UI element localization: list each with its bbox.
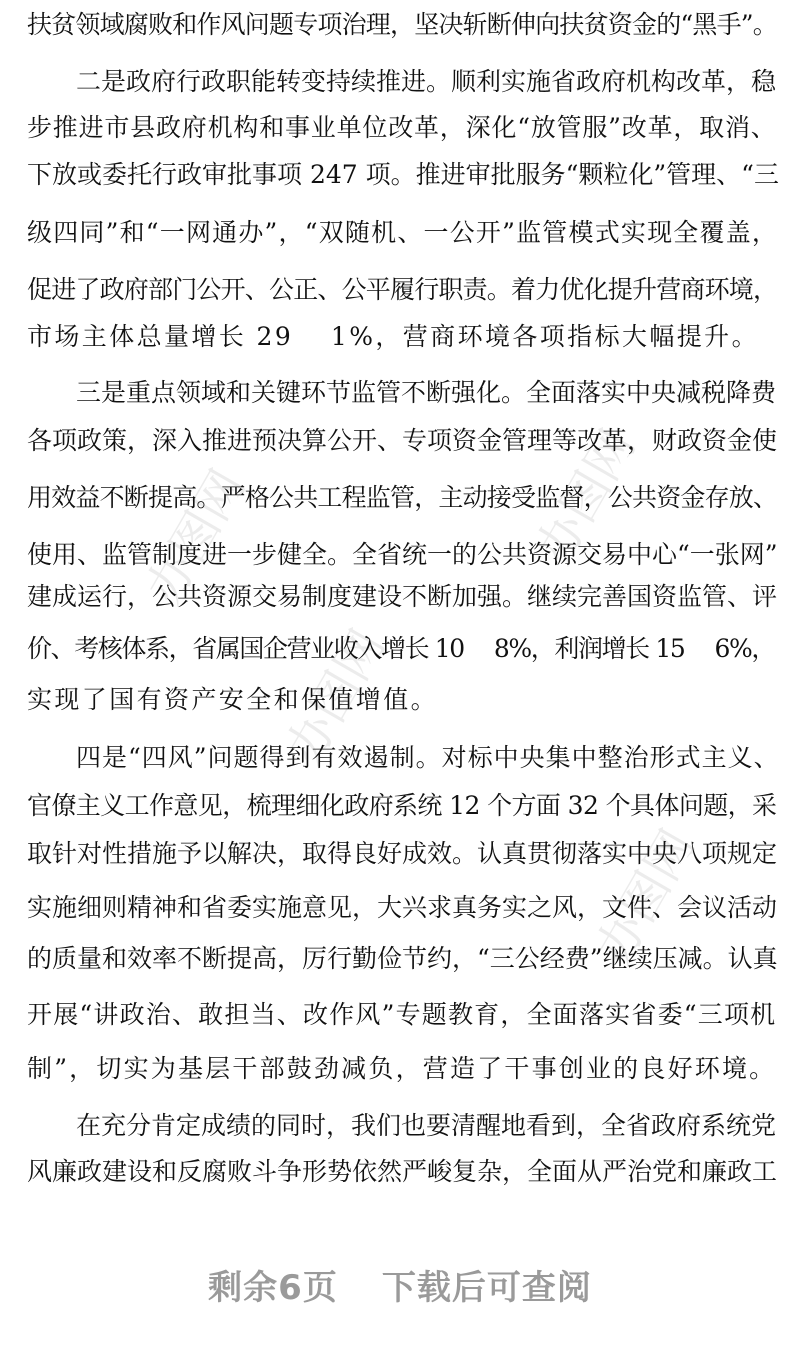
paragraph-line: 扶贫领域腐败和作风问题专项治理，坚决斩断伸向扶贫资金的“黑手”。 [27,10,777,39]
watermark: 办图网 [275,620,397,774]
download-to-read-label: 下载后可查阅 [381,1268,592,1308]
paragraph-line: 三是重点领域和关键环节监管不断强化。全面落实中央减税降费 [76,378,777,407]
paragraph-line: 使用、监管制度进一步健全。全省统一的公共资源交易中心“一张网” [27,540,778,569]
paragraph-line: 步推进市县政府机构和事业单位改革，深化“放管服”改革，取消、 [27,113,777,142]
paragraph-line: 促进了政府部门公开、公正、公平履行职责。着力优化提升营商环境， [27,275,778,304]
download-prompt[interactable] [0,1262,800,1314]
watermark: 办图网 [585,820,707,974]
paragraph-line: 实现了国有资产安全和保值增值。 [27,685,439,714]
watermark: 办图网 [135,460,257,614]
paragraph-line: 开展“讲政治、敢担当、改作风”专题教育，全面落实省委“三项机 [27,1000,777,1029]
remaining-pages-label: 剩余6页 [208,1268,338,1308]
paragraph-line: 制”，切实为基层干部鼓劲减负，营造了干事创业的良好环境。 [27,1054,777,1083]
paragraph-line: 的质量和效率不断提高，厉行勤俭节约，“三公经费”继续压减。认真 [27,944,778,973]
paragraph-line: 在充分肯定成绩的同时，我们也要清醒地看到，全省政府系统党 [76,1111,777,1140]
paragraph-line: 二是政府行政职能转变持续推进。顺利实施省政府机构改革，稳 [76,67,777,96]
paragraph-line: 风廉政建设和反腐败斗争形势依然严峻复杂，全面从严治党和廉政工 [27,1157,778,1186]
paragraph-line: 各项政策，深入推进预决算公开、专项资金管理等改革，财政资金使 [27,426,778,455]
paragraph-line: 市场主体总量增长 29 1%，营商环境各项指标大幅提升。 [27,322,759,351]
watermark: 办图网 [525,420,647,574]
paragraph-line: 取针对性措施予以解决，取得良好成效。认真贯彻落实中央八项规定 [27,839,778,868]
paragraph-line: 用效益不断提高。严格公共工程监管，主动接受监督，公共资金存放、 [27,483,778,512]
paragraph-line: 官僚主义工作意见，梳理细化政府系统 12 个方面 32 个具体问题，采 [27,791,777,820]
paragraph-line: 下放或委托行政审批事项 247 项。推进审批服务“颗粒化”管理、“三 [27,160,779,189]
paragraph-line: 实施细则精神和省委实施意见，大兴求真务实之风，文件、会议活动 [27,893,778,922]
paragraph-line: 四是“四风”问题得到有效遏制。对标中央集中整治形式主义、 [76,743,780,772]
paragraph-line: 建成运行，公共资源交易制度建设不断加强。继续完善国资监管、评 [27,582,778,611]
paragraph-line: 价、考核体系，省属国企营业收入增长 10 8%，利润增长 15 6%， [27,634,775,663]
paragraph-line: 级四同”和“一网通办”，“双随机、一公开”监管模式实现全覆盖， [27,218,779,247]
